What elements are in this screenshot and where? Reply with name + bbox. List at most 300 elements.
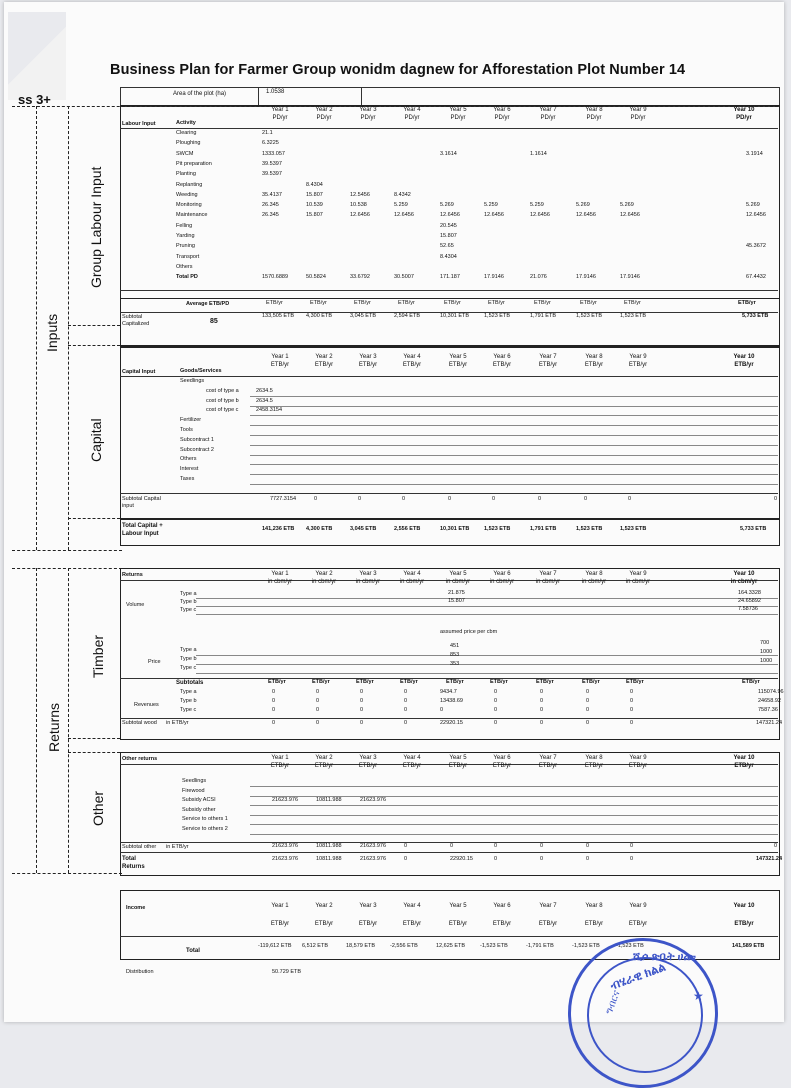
distribution-value: 50.729 ETB <box>272 969 302 975</box>
labour-cell: 12.6456 <box>350 212 370 219</box>
capital-label: Capital <box>88 418 104 462</box>
revenue-cell: 0 <box>272 707 276 713</box>
activity-10: Yarding <box>176 233 195 239</box>
year-unit-2: PD/yr <box>316 115 332 121</box>
year-unit-10: ETB/yr <box>734 921 754 927</box>
year-unit-2: ETB/yr <box>314 362 334 368</box>
labour-cell: 39.5397 <box>262 171 282 178</box>
year-header-8: Year 8 <box>585 903 603 909</box>
revenue-cell: 0 <box>272 698 276 704</box>
revenue-cell: 0 <box>494 707 498 713</box>
activity-7: Monitoring <box>176 202 202 209</box>
activity-8: Maintenance <box>176 212 208 219</box>
year-header-10: Year 10 <box>733 107 755 113</box>
labour-subtotal-unit: ETB/yr <box>398 300 415 306</box>
labour-cell: 67.4432 <box>746 274 766 281</box>
other-item-0: Seedlings <box>182 778 207 784</box>
subtotal-other-value: 0 <box>540 843 544 849</box>
revenue-cell: 0 <box>316 689 320 695</box>
other-label: Other <box>90 790 106 826</box>
year-unit-4: ETB/yr <box>402 921 422 927</box>
year-unit-5: ETB/yr <box>448 763 468 769</box>
total-returns-value: 0 <box>630 856 634 862</box>
year-header-4: Year 4 <box>403 755 421 761</box>
subtotal-other-unit: in ETB/yr <box>166 844 189 850</box>
subtotal-wood-unit: in ETB/yr <box>166 720 189 726</box>
subtotals-unit: ETB/yr <box>742 679 760 685</box>
capital-subtotal-value: 0 <box>628 496 632 502</box>
income-total-value: 6,512 ETB <box>302 943 328 949</box>
other-item-4: Service to others 1 <box>182 816 228 822</box>
price-y5: 451 <box>450 643 460 649</box>
labour-cell: 21.1 <box>262 130 273 136</box>
year-header-2: Year 2 <box>315 903 333 909</box>
activity-14: Total PD <box>176 274 198 281</box>
subtotal-other-value: 0 <box>630 843 634 849</box>
total-returns-value: 10811.988 <box>316 856 342 862</box>
year-header-9: Year 9 <box>629 903 647 909</box>
activity-13: Others <box>176 263 193 270</box>
total-capital-value: 1,523 ETB <box>620 526 647 532</box>
subtotal-wood-value: 0 <box>586 720 590 726</box>
year-unit-3: PD/yr <box>360 115 376 121</box>
year-unit-10: ETB/yr <box>734 763 754 769</box>
labour-cell: 45.3672 <box>746 243 766 250</box>
revenue-cell: 13438.69 <box>440 698 463 704</box>
capital-subtotal-value: 0 <box>314 496 318 502</box>
subtotal-wood-value: 0 <box>630 720 634 726</box>
labour-subtotal-value: 133,505 ETB <box>262 313 295 319</box>
capital-subtotal-value: 0 <box>538 496 542 502</box>
price-y10: 1000 <box>760 658 773 664</box>
area-header <box>120 87 780 107</box>
volume-y10: 7.58736 <box>738 606 758 612</box>
year-header-2: Year 2 <box>315 107 333 113</box>
subtotal-wood-value: 0 <box>316 720 320 726</box>
year-unit-5: ETB/yr <box>448 921 468 927</box>
capital-item-8: Others <box>180 456 197 463</box>
official-stamp: ሺሶ ጽቤት ሀጩ ብሄራዊ ክልል ግብርና ★ <box>568 938 718 1088</box>
year-header-6: Year 6 <box>493 755 511 761</box>
labour-cell: 17.9146 <box>576 274 596 281</box>
subtotal-wood-value: 0 <box>404 720 408 726</box>
volume-label: Volume <box>126 602 145 608</box>
capital-subtotal-value: 0 <box>402 496 406 502</box>
year-unit-10: in cbm/yr <box>730 579 758 585</box>
year-unit-1: PD/yr <box>272 115 288 121</box>
volume-y5: 15.807 <box>448 598 465 604</box>
total-returns-value: 0 <box>494 856 498 862</box>
labour-cell: 1570.6889 <box>262 274 288 281</box>
year-header-1: Year 1 <box>271 903 289 909</box>
year-unit-8: ETB/yr <box>584 362 604 368</box>
total-capital-value: 3,045 ETB <box>350 526 377 532</box>
class-label: ss 3+ <box>18 92 51 107</box>
labour-subtotal-unit: ETB/yr <box>624 300 641 306</box>
labour-subtotal-value: 4,300 ETB <box>306 313 332 319</box>
revenue-cell: 0 <box>630 698 634 704</box>
subtotals-unit: ETB/yr <box>626 679 644 685</box>
year-unit-6: ETB/yr <box>492 763 512 769</box>
area-label: Area of the plot (ha) <box>173 91 227 97</box>
average-label: Average ETB/PD <box>186 301 230 307</box>
income-total-value: -2,556 ETB <box>390 943 418 949</box>
capital-row-label: Capital Input <box>122 369 156 375</box>
year-header-4: Year 4 <box>403 107 421 113</box>
year-header-9: Year 9 <box>629 571 647 577</box>
labour-cell: 12.6456 <box>620 212 640 219</box>
total-capital-value: 1,523 ETB <box>576 526 603 532</box>
labour-subtotal-unit: ETB/yr <box>580 300 597 306</box>
labour-cell: 17.9146 <box>620 274 640 281</box>
subtotal-wood-value: 22920.15 <box>440 720 463 726</box>
capital-subtotal-value: 0 <box>584 496 588 502</box>
capital-item-10: Taxes <box>180 476 195 482</box>
subtotals-unit: ETB/yr <box>356 679 374 685</box>
capital-item-value: 2458.3154 <box>256 407 282 414</box>
capital-item-2: cost of type b <box>206 397 239 404</box>
volume-y5: 21.875 <box>448 590 465 596</box>
capital-subtotal-label: Subtotal Capital input <box>122 496 161 510</box>
revenue-cell: 0 <box>404 707 408 713</box>
activity-1: Ploughing <box>176 140 201 147</box>
total-returns-value: 147321.24 <box>756 856 782 862</box>
labour-cell: 6.3225 <box>262 140 279 147</box>
other-item-5: Service to others 2 <box>182 825 228 832</box>
year-unit-9: ETB/yr <box>628 921 648 927</box>
labour-cell: 5.269 <box>746 202 760 209</box>
labour-cell: 10.538 <box>350 202 367 209</box>
year-unit-7: ETB/yr <box>538 763 558 769</box>
year-unit-7: PD/yr <box>540 115 556 121</box>
year-unit-4: ETB/yr <box>402 763 422 769</box>
returns-section-label: Returns <box>46 702 62 752</box>
revenue-cell: 0 <box>494 698 498 704</box>
labour-cell: 20.545 <box>440 222 457 229</box>
activity-3: Pit preparation <box>176 160 212 167</box>
subtotal-wood-value: 0 <box>540 720 544 726</box>
year-header-8: Year 8 <box>585 755 603 761</box>
total-capital-value: 1,523 ETB <box>484 526 511 532</box>
year-unit-3: ETB/yr <box>358 763 378 769</box>
year-header-2: Year 2 <box>315 571 333 577</box>
year-header-5: Year 5 <box>449 903 467 909</box>
year-unit-8: in cbm/yr <box>581 579 607 585</box>
other-item-1: Firewood <box>182 787 205 794</box>
price-y10: 1000 <box>760 649 773 655</box>
year-unit-8: ETB/yr <box>584 763 604 769</box>
revenue-cell: 0 <box>540 698 544 704</box>
labour-row-label: Labour Input <box>122 121 156 127</box>
year-header-4: Year 4 <box>403 354 421 360</box>
year-header-10: Year 10 <box>733 755 755 761</box>
labour-cell: 12.6456 <box>530 212 550 219</box>
year-unit-3: ETB/yr <box>358 362 378 368</box>
year-header-10: Year 10 <box>733 903 755 909</box>
year-header-6: Year 6 <box>493 571 511 577</box>
revenue-cell: 7587.36 <box>758 707 778 713</box>
subtotal-other-value: 0 <box>774 843 778 849</box>
labour-cell: 5.269 <box>620 202 634 209</box>
capital-subtotal-value: 0 <box>774 496 778 502</box>
income-total-label: Total <box>186 948 200 954</box>
capital-subtotal-value: 0 <box>448 496 452 502</box>
labour-cell: 39.5397 <box>262 160 282 167</box>
labour-subtotal-value: 3,045 ETB <box>350 313 376 319</box>
year-unit-2: ETB/yr <box>314 763 334 769</box>
labour-cell: 35.4137 <box>262 191 282 198</box>
total-returns-value: 0 <box>540 856 544 862</box>
volume-type-1: Type b <box>180 599 197 605</box>
year-header-7: Year 7 <box>539 354 557 360</box>
group-labour-label: Group Labour Input <box>88 166 104 288</box>
year-unit-1: ETB/yr <box>270 362 290 368</box>
capital-item-9: Interest <box>180 466 199 473</box>
year-unit-5: PD/yr <box>450 115 466 121</box>
activity-5: Replanting <box>176 181 203 188</box>
activity-12: Transport <box>176 253 200 260</box>
revenue-cell: 0 <box>360 689 364 695</box>
year-unit-5: in cbm/yr <box>445 579 471 585</box>
year-unit-3: ETB/yr <box>358 921 378 927</box>
labour-cell: 171.187 <box>440 274 460 281</box>
page-title: Business Plan for Farmer Group wonidm dagnew for Afforestation Plot Number 14 <box>110 62 686 78</box>
labour-subtotal-unit: ETB/yr <box>534 300 551 306</box>
capital-item-7: Subcontract 2 <box>180 446 214 453</box>
total-capital-value: 10,301 ETB <box>440 526 470 532</box>
revenue-cell: 0 <box>404 698 408 704</box>
year-unit-10: PD/yr <box>736 115 752 121</box>
total-returns-value: 21623.976 <box>272 856 298 862</box>
labour-subtotal-value: 1,523 ETB <box>576 313 602 319</box>
labour-cell: 15.807 <box>306 191 323 198</box>
year-header-2: Year 2 <box>315 354 333 360</box>
capital-item-value: 2634.5 <box>256 397 273 404</box>
capital-item-1: cost of type a <box>206 387 239 394</box>
year-header-9: Year 9 <box>629 354 647 360</box>
capital-item-3: cost of type c <box>206 407 239 414</box>
revenue-cell: 9434.7 <box>440 689 457 695</box>
total-capital-value: 5,733 ETB <box>740 526 767 532</box>
labour-cell: 8.4304 <box>306 181 323 188</box>
year-unit-1: ETB/yr <box>270 921 290 927</box>
activity-9: Felling <box>176 222 193 229</box>
labour-cell: 12.6456 <box>394 212 414 219</box>
revenue-cell: 0 <box>630 689 634 695</box>
capital-subtotal-value: 0 <box>358 496 362 502</box>
year-unit-9: ETB/yr <box>628 362 648 368</box>
revenue-cell: 0 <box>540 689 544 695</box>
labour-subtotal-value: 1,523 ETB <box>620 313 646 319</box>
year-unit-4: PD/yr <box>404 115 420 121</box>
labour-subtotal-value: 10,301 ETB <box>440 313 470 319</box>
goods-header: Goods/Services <box>180 368 222 374</box>
volume-y10: 24.65892 <box>738 598 761 604</box>
income-total-value: 12,625 ETB <box>436 943 466 949</box>
year-unit-7: ETB/yr <box>538 921 558 927</box>
year-header-10: Year 10 <box>733 571 755 577</box>
price-y10: 700 <box>760 640 770 646</box>
price-type-1: Type b <box>180 656 197 662</box>
year-header-8: Year 8 <box>585 354 603 360</box>
subtotal-other-value: 10811.988 <box>316 843 342 849</box>
year-header-3: Year 3 <box>359 755 377 761</box>
labour-cell: 1333.057 <box>262 150 285 157</box>
year-unit-6: ETB/yr <box>492 921 512 927</box>
year-header-3: Year 3 <box>359 107 377 113</box>
year-unit-6: ETB/yr <box>492 362 512 368</box>
revenue-cell: 0 <box>540 707 544 713</box>
revenue-type-2: Type c <box>180 707 197 713</box>
average-value: 85 <box>210 318 218 325</box>
year-header-5: Year 5 <box>449 107 467 113</box>
year-header-3: Year 3 <box>359 571 377 577</box>
year-header-5: Year 5 <box>449 755 467 761</box>
year-header-7: Year 7 <box>539 755 557 761</box>
volume-type-2: Type c <box>180 607 197 613</box>
timber-label: Timber <box>90 634 106 678</box>
year-header-1: Year 1 <box>271 354 289 360</box>
labour-cell: 5.259 <box>394 202 408 209</box>
revenue-cell: 0 <box>360 707 364 713</box>
income-label: Income <box>126 905 146 911</box>
year-unit-2: in cbm/yr <box>311 579 337 585</box>
revenue-cell: 24658.92 <box>758 698 781 704</box>
year-unit-6: in cbm/yr <box>489 579 515 585</box>
labour-cell: 12.6456 <box>746 212 766 219</box>
subtotal-other-value: 21623.976 <box>272 843 298 849</box>
year-unit-9: in cbm/yr <box>625 579 651 585</box>
year-unit-9: PD/yr <box>630 115 646 121</box>
labour-cell: 1.1614 <box>530 150 547 157</box>
income-total-value: -1,791 ETB <box>526 943 554 949</box>
labour-subtotal-value: 5,733 ETB <box>742 313 769 319</box>
year-header-6: Year 6 <box>493 903 511 909</box>
year-header-7: Year 7 <box>539 107 557 113</box>
labour-cell: 5.259 <box>530 202 544 209</box>
labour-cell: 12.6456 <box>484 212 504 219</box>
income-total-value: -1,523 ETB <box>480 943 508 949</box>
activity-2: SWCM <box>176 150 194 157</box>
revenue-cell: 115074.96 <box>758 689 784 695</box>
other-item-2: Subsidy ACSI <box>182 797 216 803</box>
year-header-1: Year 1 <box>271 755 289 761</box>
year-unit-6: PD/yr <box>494 115 510 121</box>
subsidy-value: 21623.976 <box>272 797 298 803</box>
subtotal-wood-value: 0 <box>360 720 364 726</box>
year-unit-1: in cbm/yr <box>267 579 293 585</box>
capital-item-4: Fertilizer <box>180 417 202 424</box>
subtotals-unit: ETB/yr <box>582 679 600 685</box>
revenue-cell: 0 <box>586 698 590 704</box>
subtotal-other-value: 0 <box>404 843 408 849</box>
distribution-label: Distribution <box>126 969 154 975</box>
year-header-5: Year 5 <box>449 571 467 577</box>
subtotal-wood-value: 0 <box>494 720 498 726</box>
revenue-cell: 0 <box>360 698 364 704</box>
area-value: 1.0538 <box>266 89 285 95</box>
labour-subtotal-unit: ETB/yr <box>488 300 505 306</box>
labour-cell: 26.345 <box>262 212 279 219</box>
revenue-cell: 0 <box>586 689 590 695</box>
labour-subtotal-value: 1,523 ETB <box>484 313 510 319</box>
subtotals-unit: ETB/yr <box>446 679 464 685</box>
volume-type-0: Type a <box>180 591 197 597</box>
labour-cell: 52.65 <box>440 243 454 250</box>
labour-cell: 5.259 <box>484 202 498 209</box>
labour-subtotal-unit: ETB/yr <box>310 300 327 306</box>
year-unit-7: ETB/yr <box>538 362 558 368</box>
year-header-6: Year 6 <box>493 107 511 113</box>
year-header-2: Year 2 <box>315 755 333 761</box>
capital-item-5: Tools <box>180 427 193 433</box>
subtotal-other-value: 21623.976 <box>360 843 386 849</box>
labour-cell: 12.6456 <box>440 212 460 219</box>
subtotal-other-value: 0 <box>494 843 498 849</box>
revenues-label: Revenues <box>134 702 159 708</box>
activity-6: Weeding <box>176 191 198 198</box>
year-header-1: Year 1 <box>271 107 289 113</box>
capital-item-6: Subcontract 1 <box>180 436 214 443</box>
returns-row-label: Returns <box>122 572 143 578</box>
year-header-10: Year 10 <box>733 354 755 360</box>
capital-item-0: Seedlings <box>180 378 205 384</box>
labour-subtotal-value: 2,594 ETB <box>394 313 420 319</box>
revenue-cell: 0 <box>586 707 590 713</box>
revenue-type-0: Type a <box>180 689 197 695</box>
subsidy-value: 10811.988 <box>316 797 342 803</box>
year-unit-8: PD/yr <box>586 115 602 121</box>
income-total-value: 18,579 ETB <box>346 943 376 949</box>
year-unit-5: ETB/yr <box>448 362 468 368</box>
labour-cell: 26.345 <box>262 202 279 209</box>
price-type-2: Type c <box>180 665 197 671</box>
year-unit-8: ETB/yr <box>584 921 604 927</box>
labour-subtotal-unit: ETB/yr <box>266 300 283 306</box>
revenue-cell: 0 <box>440 707 444 713</box>
revenue-cell: 0 <box>404 689 408 695</box>
subtotals-unit: ETB/yr <box>400 679 418 685</box>
year-header-3: Year 3 <box>359 903 377 909</box>
inputs-section-label: Inputs <box>44 313 60 352</box>
year-header-3: Year 3 <box>359 354 377 360</box>
price-y5: 353 <box>450 661 460 667</box>
total-capital-value: 1,791 ETB <box>530 526 557 532</box>
subtotal-other-value: 0 <box>450 843 454 849</box>
other-item-3: Subsidy other <box>182 806 216 813</box>
total-capital-value: 2,556 ETB <box>394 526 421 532</box>
capital-subtotal-value: 0 <box>492 496 496 502</box>
income-total-value: 141,589 ETB <box>732 943 765 949</box>
capital-item-value: 2634.5 <box>256 387 273 394</box>
labour-cell: 8.4342 <box>394 191 411 198</box>
labour-cell: 5.269 <box>576 202 590 209</box>
labour-cell: 50.5824 <box>306 274 326 281</box>
activity-header: Activity <box>176 120 196 126</box>
year-header-4: Year 4 <box>403 903 421 909</box>
volume-y10: 164.3328 <box>738 590 761 596</box>
total-returns-value: 0 <box>404 856 408 862</box>
year-unit-10: ETB/yr <box>734 362 754 368</box>
year-header-7: Year 7 <box>539 903 557 909</box>
labour-subtotal-label: Subtotal Capitalized <box>122 314 150 327</box>
revenue-cell: 0 <box>630 707 634 713</box>
subtotals-unit: ETB/yr <box>536 679 554 685</box>
subtotal-other-value: 0 <box>586 843 590 849</box>
assumed-price-note: assumed price per cbm <box>440 629 498 635</box>
subtotals-unit: ETB/yr <box>312 679 330 685</box>
year-header-9: Year 9 <box>629 107 647 113</box>
